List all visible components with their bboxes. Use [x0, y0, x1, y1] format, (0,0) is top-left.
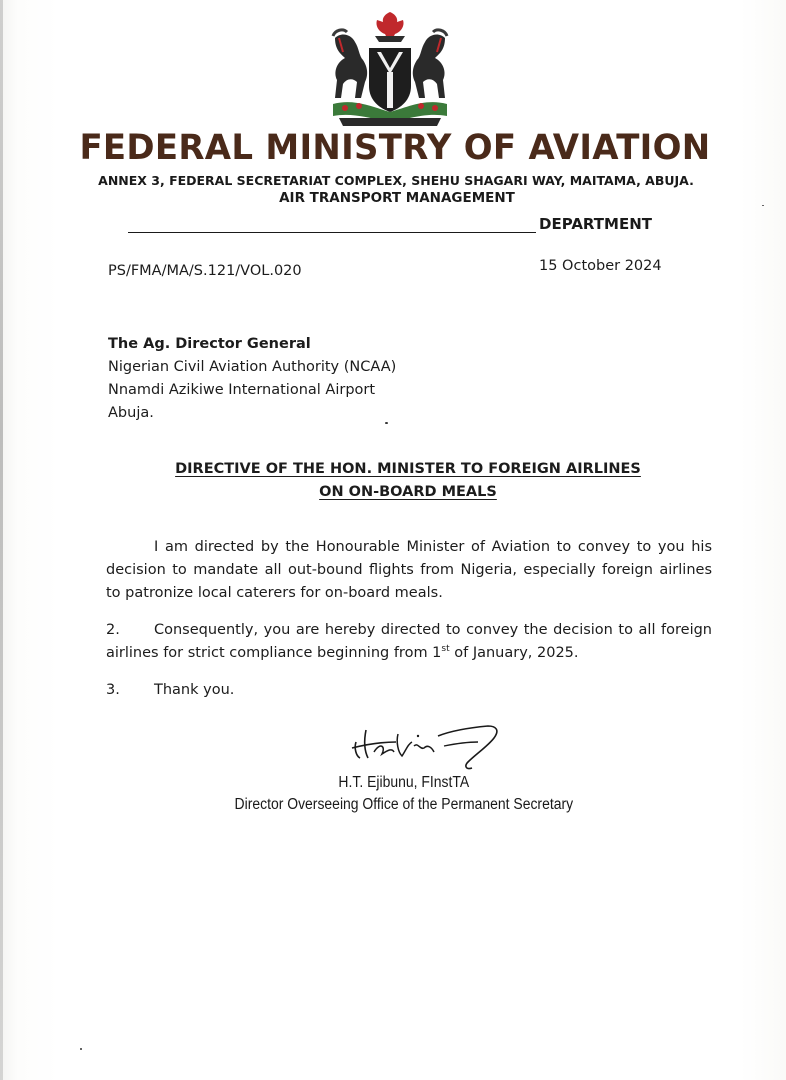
- signatory-position: Director Overseeing Office of the Permanent Secretary: [234, 796, 574, 813]
- department-name: AIR TRANSPORT MANAGEMENT: [279, 190, 515, 206]
- reference-number: PS/FMA/MA/S.121/VOL.020: [108, 263, 302, 279]
- addressee-line: Nnamdi Azikiwe International Airport: [108, 382, 376, 398]
- scan-speck: [80, 1048, 82, 1050]
- body-paragraph-2: [106, 619, 712, 665]
- ordinal-suffix: st: [441, 644, 450, 655]
- addressee-title: The Ag. Director General: [108, 336, 311, 352]
- department-label: DEPARTMENT: [539, 215, 652, 233]
- body-paragraph-3: [106, 679, 712, 702]
- paragraph-text: of January, 2025.: [449, 645, 579, 661]
- addressee-block: [108, 333, 396, 425]
- scan-speck: [762, 205, 764, 206]
- scan-speck: [385, 422, 388, 424]
- body-paragraph-1: I am directed by the Honourable Minister of Aviation to convey to you his decision to mandate all out-bound flights from Nigeria, especially foreign airlines to patronize local caterers for on-board meals.: [106, 539, 712, 601]
- paragraph-text: Thank you.: [154, 682, 235, 698]
- signatory-name: H.T. Ejibunu, FInstTA: [338, 774, 470, 791]
- paragraph-number: 3.: [106, 682, 120, 698]
- department-underline: [128, 232, 536, 233]
- letter-date: 15 October 2024: [539, 258, 662, 274]
- subject-heading: [0, 458, 786, 504]
- nigerian-coat-of-arms-icon: [325, 8, 455, 130]
- subject-line: DIRECTIVE OF THE HON. MINISTER TO FOREIGN AIRLINES: [175, 461, 641, 477]
- addressee-line: Abuja.: [108, 405, 154, 421]
- subject-line: ON ON-BOARD MEALS: [319, 484, 497, 500]
- paragraph-number: 2.: [106, 622, 120, 638]
- paragraph-text: Consequently, you are hereby directed to convey the decision to all foreign airlines for strict compliance beginning from 1: [106, 622, 712, 661]
- handwritten-signature: [348, 712, 508, 774]
- addressee-line: Nigerian Civil Aviation Authority (NCAA): [108, 359, 397, 375]
- scan-edge: [0, 0, 3, 1080]
- ministry-address: ANNEX 3, FEDERAL SECRETARIAT COMPLEX, SHEHU SHAGARI WAY, MAITAMA, ABUJA.: [98, 173, 694, 188]
- signatory-block: [39, 772, 746, 816]
- ministry-title: FEDERAL MINISTRY OF AVIATION: [79, 128, 711, 168]
